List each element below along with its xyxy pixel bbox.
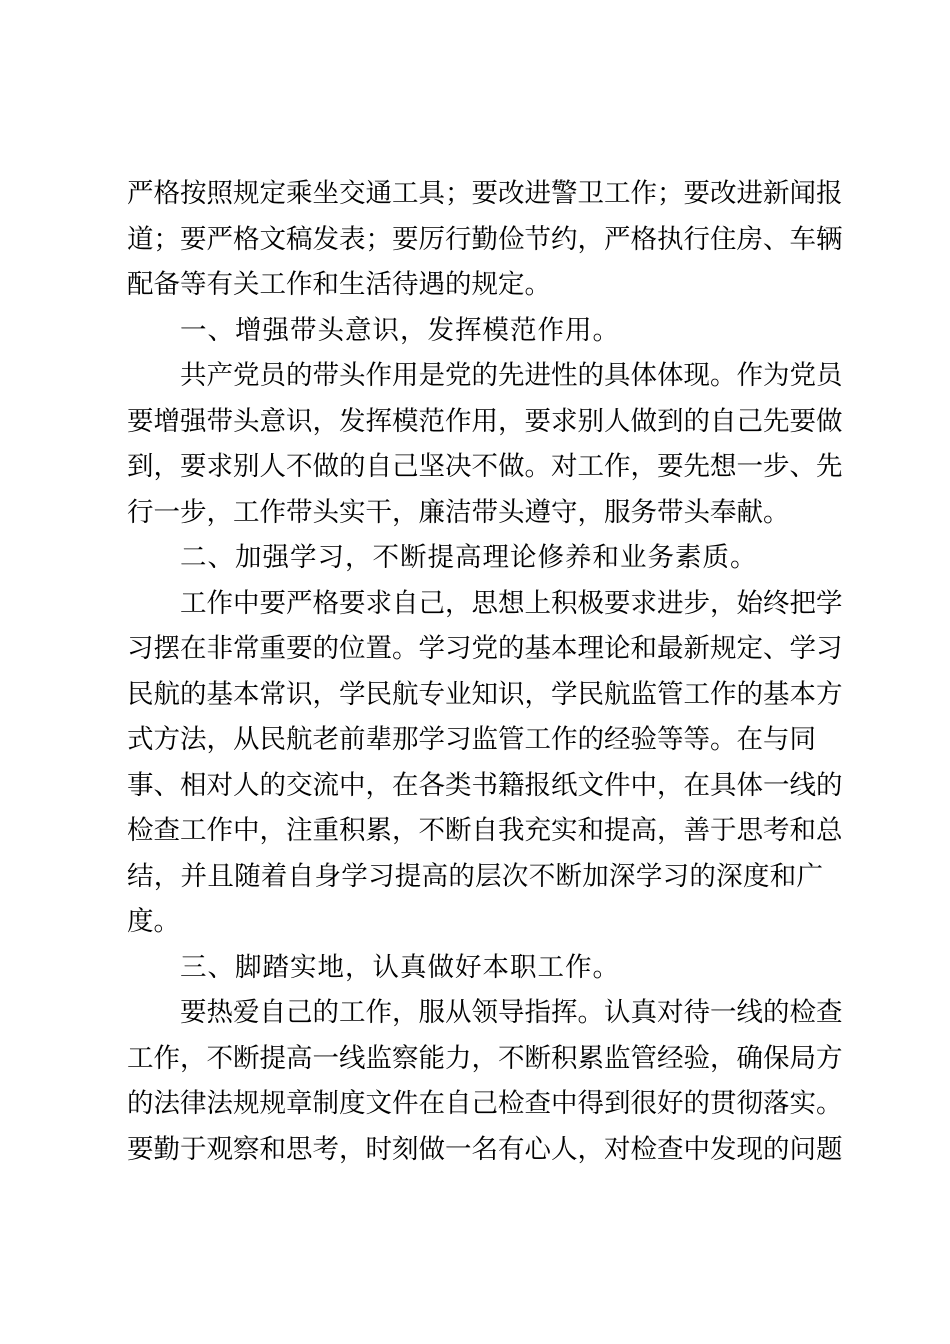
text-line: 式方法，从民航老前辈那学习监管工作的经验等等。在与同: [127, 724, 816, 755]
text-line: 到，要求别人不做的自己坚决不做。对工作，要先想一步、先: [127, 451, 843, 482]
document-body: [127, 171, 843, 1172]
section-heading-3: 三、脚踏实地，认真做好本职工作。: [180, 951, 620, 983]
text-line: 习摆在非常重要的位置。学习党的基本理论和最新规定、学习: [127, 633, 843, 664]
text-line: 度。: [127, 906, 180, 937]
text-line: 共产党员的带头作用是党的先进性的具体体现。作为党员: [180, 360, 843, 391]
text-line: 行一步，工作带头实干，廉洁带头遵守，服务带头奉献。: [127, 496, 790, 528]
section-heading-1: 一、增强带头意识，发挥模范作用。: [180, 314, 620, 346]
text-line: 道；要严格文稿发表；要厉行勤俭节约，严格执行住房、车辆: [127, 223, 843, 255]
text-line: 配备等有关工作和生活待遇的规定。: [127, 269, 551, 300]
text-line: 要勤于观察和思考，时刻做一名有心人，对检查中发现的问题: [127, 1133, 843, 1165]
text-line: 工作中要严格要求自己，思想上积极要求进步，始终把学: [180, 587, 843, 619]
text-line: 要增强带头意识，发挥模范作用，要求别人做到的自己先要做: [127, 405, 843, 437]
text-line: 严格按照规定乘坐交通工具；要改进警卫工作；要改进新闻报: [127, 178, 843, 209]
text-line: 要热爱自己的工作，服从领导指挥。认真对待一线的检查: [180, 997, 843, 1028]
text-line: 民航的基本常识，学民航专业知识，学民航监管工作的基本方: [127, 678, 843, 710]
text-line: 检查工作中，注重积累，不断自我充实和提高，善于思考和总: [127, 815, 843, 846]
text-line: 结，并且随着自身学习提高的层次不断加深学习的深度和广: [127, 860, 823, 892]
text-line: 的法律法规规章制度文件在自己检查中得到很好的贯彻落实。: [127, 1088, 843, 1119]
text-line: 事、相对人的交流中，在各类书籍报纸文件中，在具体一线的: [127, 769, 843, 801]
section-heading-2: 二、加强学习，不断提高理论修养和业务素质。: [180, 542, 758, 573]
text-line: 工作，不断提高一线监察能力，不断积累监管经验，确保局方: [127, 1042, 843, 1074]
